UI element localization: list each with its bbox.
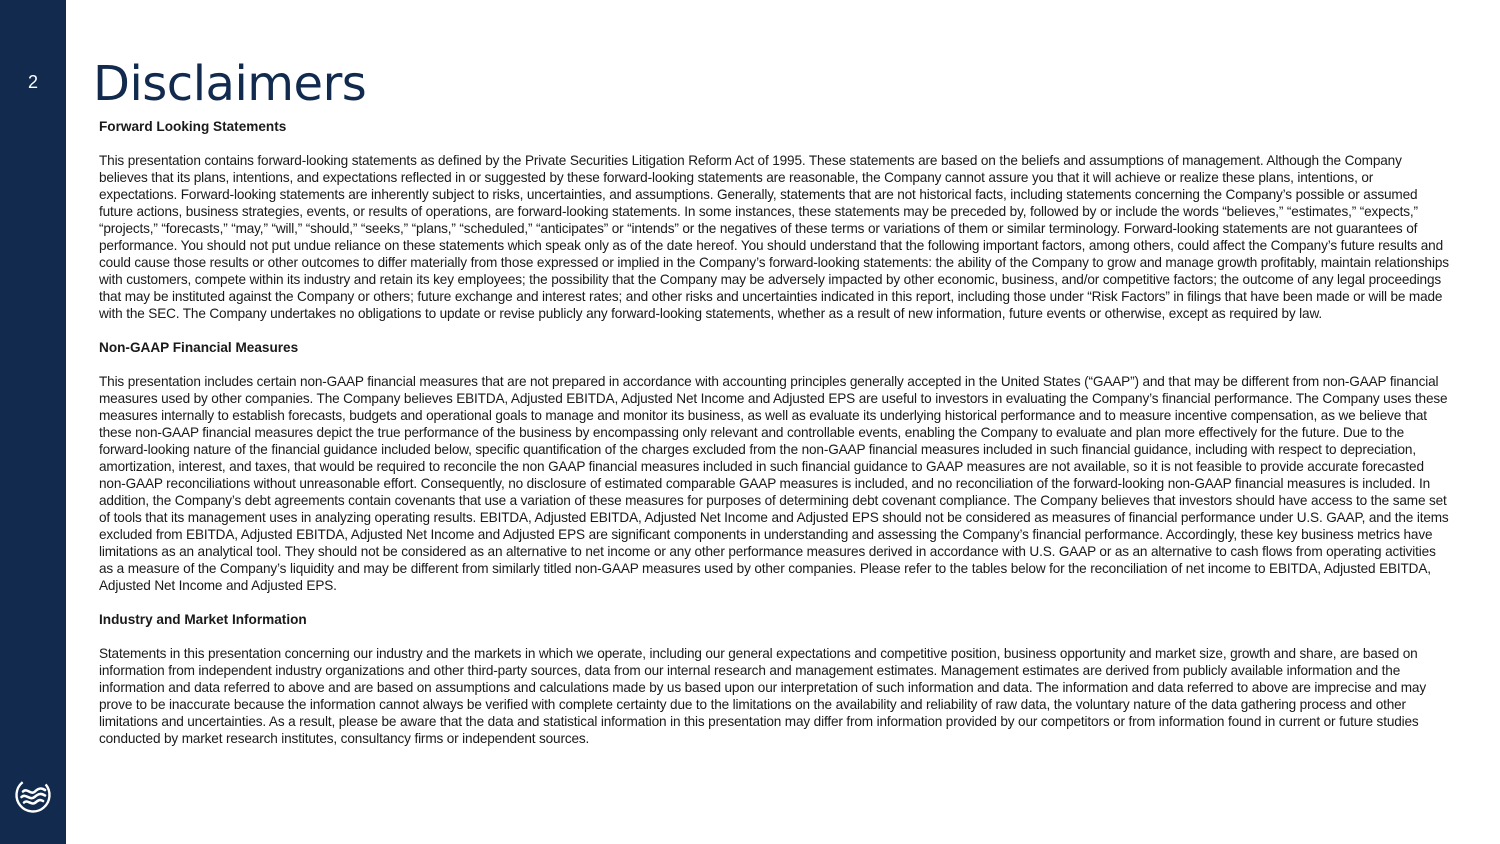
industry-market-section — [99, 611, 1451, 747]
non-gaap-heading: Non-GAAP Financial Measures — [99, 340, 299, 355]
forward-looking-section — [99, 118, 1451, 322]
disclaimer-content — [99, 118, 1451, 764]
page-number: 2 — [27, 72, 38, 92]
forward-looking-heading: Forward Looking Statements — [99, 119, 287, 134]
industry-market-heading: Industry and Market Information — [99, 612, 307, 627]
industry-market-body: Statements in this presentation concerning our industry and the markets in which we operate, including our general expectations and competitive position, business opportunity and market size, growth and share, are based on information from independent industry organizations and other third-party sources, data from our internal research and management estimates. Management estimates are derived from publicly available information and the information and data referred to above and are based on assumptions and calculations made by us based upon our interpretation of such information and data. The information and data referred to above are imprecise and may prove to be inaccurate because the information cannot always be verified with complete certainty due to the limitations on the availability and reliability of raw data, the voluntary nature of the data gathering process and other limitations and uncertainties. As a result, please be aware that the data and statistical information in this presentation may differ from information provided by our competitors or from information found in current or future studies conducted by market research institutes, consultancy firms or independent sources. — [99, 646, 1426, 746]
sidebar — [0, 0, 66, 844]
company-wave-logo-icon — [14, 776, 52, 814]
non-gaap-section — [99, 339, 1451, 594]
page-title: Disclaimers — [93, 56, 367, 112]
forward-looking-body: This presentation contains forward-looking statements as defined by the Private Securities Litigation Reform Act of 1995. These statements are based on the beliefs and assumptions of management. Although the Company believes that its plans, intentions, and expectations reflected in or suggested by these forward-looking statements are reasonable, the Company cannot assure you that it will achieve or realize these plans, intentions, or expectations. Forward-looking statements are inherently subject to risks, uncertainties, and assumptions. Generally, statements that are not historical facts, including statements concerning the Company’s possible or assumed future actions, business strategies, events, or results of operations, are forward-looking statements. In some instances, these statements may be preceded by, followed by or include the words “believes,” “estimates,” “expects,” “projects,” “forecasts,” “may,” “will,” “should,” “seeks,” “plans,” “scheduled,” “anticipates” or “intends” or the negatives of these terms or variations of them or similar terminology. Forward-looking statements are not guarantees of performance. You should not put undue reliance on these statements which speak only as of the date hereof. You should understand that the following important factors, among others, could affect the Company’s future results and could cause those results or other outcomes to differ materially from those expressed or implied in the Company’s forward-looking statements: the ability of the Company to grow and manage growth profitably, maintain relationships with customers, compete within its industry and retain its key employees; the possibility that the Company may be adversely impacted by other economic, business, and/or competitive factors; the outcome of any legal proceedings that may be instituted against the Company or others; future exchange and interest rates; and other risks and uncertainties indicated in this report, including those under “Risk Factors” in filings that have been made or will be made with the SEC. The Company undertakes no obligations to update or revise publicly any forward-looking statements, whether as a result of new information, future events or otherwise, except as required by law. — [99, 153, 1449, 321]
non-gaap-body: This presentation includes certain non-GAAP financial measures that are not prepared in accordance with accounting principles generally accepted in the United States (“GAAP”) and that may be different from non-GAAP financial measures used by other companies. The Company believes EBITDA, Adjusted EBITDA, Adjusted Net Income and Adjusted EPS are useful to investors in evaluating the Company’s financial performance. The Company uses these measures internally to establish forecasts, budgets and operational goals to manage and monitor its business, as well as evaluate its underlying historical performance and to measure incentive compensation, as we believe that these non-GAAP financial measures depict the true performance of the business by encompassing only relevant and controllable events, enabling the Company to evaluate and plan more effectively for the future. Due to the forward-looking nature of the financial guidance included below, specific quantification of the charges excluded from the non-GAAP financial measures included in such financial guidance, including with respect to depreciation, amortization, interest, and taxes, that would be required to reconcile the non GAAP financial measures included in such financial guidance to GAAP measures are not available, so it is not feasible to provide accurate forecasted non-GAAP reconciliations without unreasonable effort. Consequently, no disclosure of estimated comparable GAAP measures is included, and no reconciliation of the forward-looking non-GAAP financial measures is included. In addition, the Company’s debt agreements contain covenants that use a variation of these measures for purposes of determining debt covenant compliance. The Company believes that investors should have access to the same set of tools that its management uses in analyzing operating results. EBITDA, Adjusted EBITDA, Adjusted Net Income and Adjusted EPS should not be considered as measures of financial performance under U.S. GAAP, and the items excluded from EBITDA, Adjusted EBITDA, Adjusted Net Income and Adjusted EPS are significant components in understanding and assessing the Company’s financial performance. Accordingly, these key business metrics have limitations as an analytical tool. They should not be considered as an alternative to net income or any other performance measures derived in accordance with U.S. GAAP or as an alternative to cash flows from operating activities as a measure of the Company’s liquidity and may be different from similarly titled non-GAAP measures used by other companies. Please refer to the tables below for the reconciliation of net income to EBITDA, Adjusted EBITDA, Adjusted Net Income and Adjusted EPS. — [99, 374, 1449, 593]
